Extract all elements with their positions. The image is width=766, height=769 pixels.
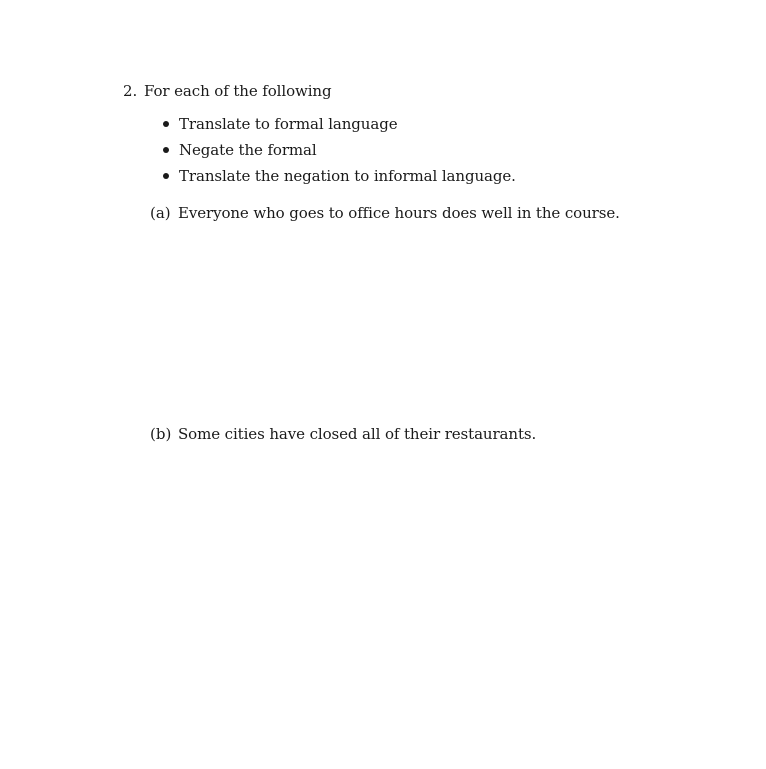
bullet-icon: [163, 147, 169, 153]
part-text: Everyone who goes to office hours does well in the course.: [178, 204, 620, 222]
bullet-icon: [163, 173, 169, 179]
problem-prompt: For each of the following: [144, 82, 332, 100]
part-marker: (b): [150, 425, 172, 443]
instruction-item: Translate the negation to informal language.: [179, 167, 516, 185]
part-marker: (a): [150, 204, 171, 222]
problem-number: 2.: [123, 82, 138, 100]
bullet-icon: [163, 121, 169, 127]
instruction-item: Translate to formal language: [179, 115, 398, 133]
instruction-item: Negate the formal: [179, 141, 317, 159]
part-text: Some cities have closed all of their restaurants.: [178, 425, 537, 443]
